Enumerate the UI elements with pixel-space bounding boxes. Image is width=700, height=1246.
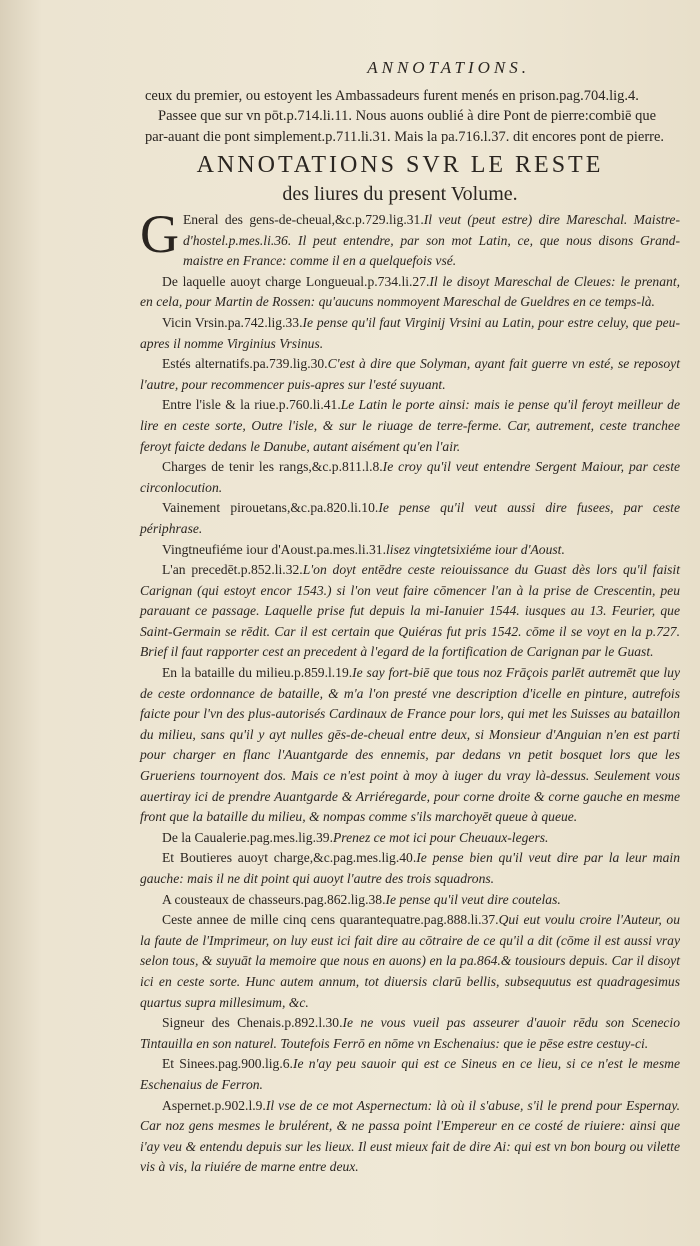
entry-note: lisez vingtetsixiéme iour d'Aoust. [386,541,565,557]
annotation-entry [140,457,680,498]
section-subtitle: des liures du present Volume. [282,183,518,205]
entry-lemma: Vainement pirouetans,&c.pa.820.li.10. [162,500,379,516]
entry-note: Ie ne vous vueil pas asseurer d'auoir rēdu son Scenecio Tintauilla en son naturel. Toutefois Ferrō en nōme vn Eschenaius: que ie pēse estre cestuy-ci. [140,1015,680,1051]
entry-note: C'est à dire que Solyman, ayant fait guerre vn esté, se reposoyt l'autre, pour recommencer puis-apres sur l'esté suyuant. [140,356,680,392]
annotation-entry [140,828,680,849]
entry-lemma: Ceste annee de mille cinq cens quarantequatre.pag.888.li.37. [162,912,499,928]
annotation-entry [140,204,680,272]
annotation-entry [140,560,680,663]
section-title: ANNOTATIONS SVR LE RESTE [196,152,604,178]
carryover-line: par-auant die pont simplement.p.711.li.31. Mais la pa.716.l.37. dit encores pont de pierre. [145,129,665,145]
entry-lemma: Charges de tenir les rangs,&c.p.811.l.8. [162,459,383,475]
entry-note: Ie pense qu'il faut Virginij Vrsini au Latin, pour estre celuy, que peu-apres il nomme Virginius Vrsinus. [140,314,681,351]
entry-note: Il veut (peut estre) dire Mareschal. Maistre-d'hostel.p.mes.li.36. Il peut entendre, par son mot Latin, ce, que nous disons Grand-maistre en France: comme il en a quelquefois vsé. [183,212,680,269]
entry-lemma: Eneral des gens-de-cheual,&c.p.729.lig.31. [183,212,424,227]
entry-lemma: De la Caualerie.pag.mes.lig.39. [162,829,333,845]
drop-cap: G [140,204,179,264]
entry-note: Il vse de ce mot Aspernectum: là où il s'abuse, s'il le prend pour Espernay. Car noz gens mesmes le brulérent, & ne passa point l'Empereur en ce costé de riuiere: ainsi que i'ay veu & entendu depuis sur les lieux. Il eust mieux fait de dire Ai: qui est vn bon bourg ou vilette vis à vis, la riuiére de marne entre deux. [140,1097,680,1175]
annotation-entry [140,663,680,828]
entry-lemma: De laquelle auoyt charge Longueual.p.734.li.27. [162,273,430,289]
entry-note: Ie say fort-biē que tous noz Frāçois parlēt autremēt que luy de ceste ordonnance de bataille, & m'a l'on presté vne description d'icelle en pinture, autrefois faicte pour l'vn des plus-autorisés Cardinaux de France pour lors, qui met les Suisses au bataillon du milieu, sans qu'il y ayt nulles gēs-de-cheual entre deux, si Monsieur d'Anguian n'en est parti pour charger en flanc l'Auantgarde des ennemis, par dedans vn petit bosquet lors que les Grueriens tournoyent dos. Mais ce n'est point à moy à iuger du vray là-dessus. Seulement vous auertiray ici de prendre Auantgarde & Arriéregarde, pour corne droite & corne gauche en mesme front que la bataille du milieu, & nompas comme s'ils marchoyēt queue à queue. [140,665,680,825]
entry-note: Prenez ce mot ici pour Cheuaux-legers. [333,829,549,845]
annotation-entry [140,848,680,889]
entry-lemma: Entre l'isle & la riue.p.760.li.41. [162,397,341,413]
entry-lemma: A cousteaux de chasseurs.pag.862.lig.38. [162,891,386,907]
annotation-entry [140,354,680,395]
entry-lemma: En la bataille du milieu.p.859.l.19. [162,665,353,681]
annotation-entry [140,890,680,911]
entry-note: Il le disoyt Mareschal de Cleues: le prenant, en cela, pour Martin de Rossen: qu'aucuns nommoyent Mareschal de Gueldres en ce temps-là. [140,273,680,310]
entry-lemma: Vingtneufiéme iour d'Aoust.pa.mes.li.31. [162,541,387,557]
annotation-entry [140,313,680,354]
entry-lemma: L'an precedēt.p.852.li.32. [162,562,303,578]
entry-note: L'on doyt entēdre ceste reiouissance du Guast dès lors qu'il faisit Carignan (qui estoyt encor 1543.) si l'on veut faire cōmencer l'an à la prise de Crescentin, peu parauant ce passage. Laquelle prise fut depuis la mi-Ianuier 1544. iusques au 13. Feurier, que Saint-Germain se rēdit. Car il est certain que Quiéras fut pris 1542. cōme il se voyt en la p.727. Brief il faut rapporter cest an precedent à l'egard de la fortification de Carignan par le Guast. [140,562,680,660]
entry-note: Ie n'ay peu sauoir qui est ce Sineus en ce lieu, si ce n'est le mesme Eschenaius de Ferron. [140,1056,680,1092]
annotation-entry [140,395,680,457]
annotation-entry [140,910,680,1013]
carryover-line: Passee que sur vn pōt.p.714.li.11. Nous auons oublié à dire Pont de pierre:combiē que [158,108,657,124]
annotation-entry [140,498,680,539]
annotation-entry [140,272,680,313]
entry-note: Ie pense qu'il veut aussi dire fusees, par ceste périphrase. [140,500,680,536]
annotation-entry [140,1096,680,1178]
entry-note: Qui eut voulu croire l'Auteur, ou la faute de l'Imprimeur, on luy eust ici fait dire au cōtraire de ce qu'il a dit (cōme il est aussi vray selon tous, & suyuāt la memoire que nous en auons) en la pa.864.& tousiours depuis. Car il disoyt ici en ceste sorte. Hunc autem annum, tot diuersis clarū bellis, subsequutus est quadragesimus quartus supra millesimum, &c. [140,912,680,1010]
entry-lemma: Aspernet.p.902.l.9. [162,1097,266,1113]
annotation-entry [140,540,680,561]
entry-note: Le Latin le porte ainsi: mais ie pense qu'il feroyt meilleur de lire en ceste sorte, Outre l'isle, & sur le riuage de terre-ferme. Car, autrement, ceste tranchee feroyt faicte dedans le Danube, autant aisément qu'en l'air. [140,397,680,454]
entry-lemma: Signeur des Chenais.p.892.l.30. [162,1015,343,1031]
entry-lemma: Et Sinees.pag.900.lig.6. [162,1056,293,1072]
entry-note: Ie pense bien qu'il veut dire par la leur main gauche: mais il ne dit point qui auoyt l'autre des trois squadrons. [140,850,680,886]
entry-lemma: Estés alternatifs.pa.739.lig.30. [162,356,328,372]
carryover-line: ceux du premier, ou estoyent les Ambassadeurs furent menés en prison.pag.704.lig.4. [145,88,639,104]
running-head: ANNOTATIONS. [367,58,530,77]
annotation-entry [140,1013,680,1054]
entry-note: Ie croy qu'il veut entendre Sergent Maiour, par ceste circonlocution. [140,459,681,495]
annotation-entry [140,1054,680,1095]
entry-lemma: Vicin Vrsin.pa.742.lig.33. [162,314,303,330]
entry-note: Ie pense qu'il veut dire coutelas. [385,891,561,907]
entry-lemma: Et Boutieres auoyt charge,&c.pag.mes.lig.40. [162,850,417,866]
annotations-body [140,204,681,1178]
